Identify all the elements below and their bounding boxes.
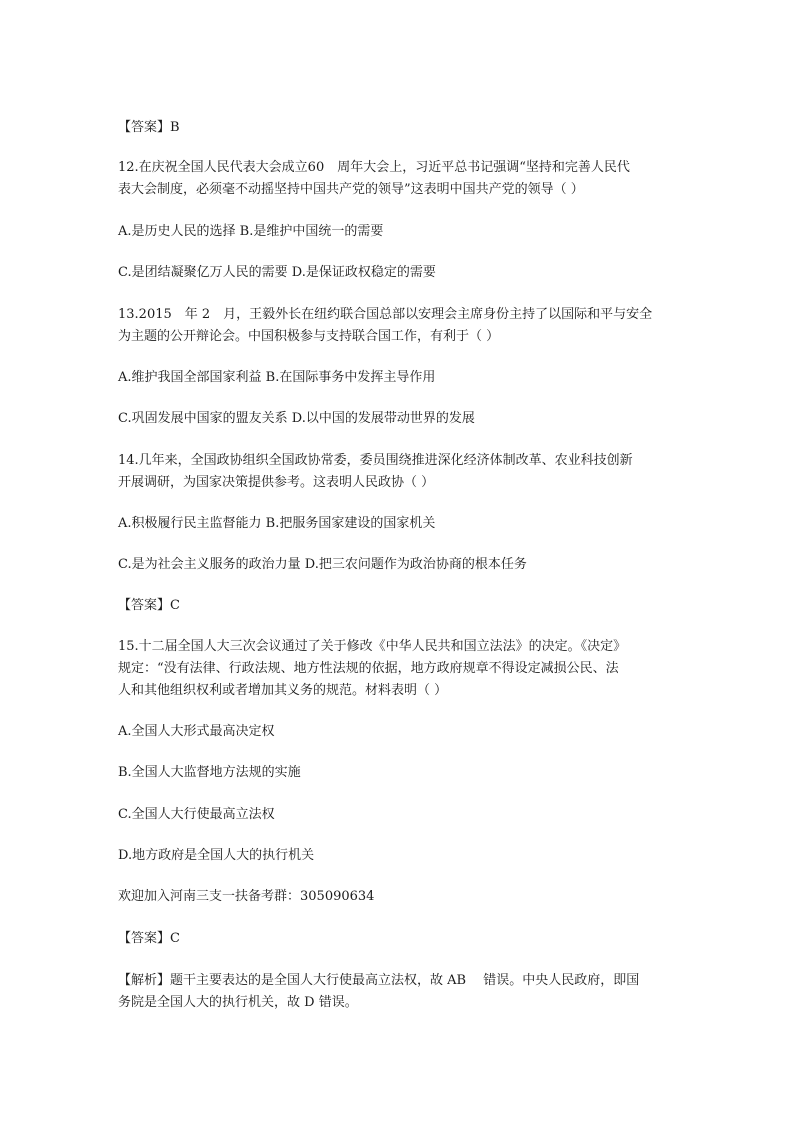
group-notice: 欢迎加入河南三支一扶备考群：305090634 xyxy=(118,889,375,904)
question-text: 表大会制度，必须毫不动摇坚持中国共产党的领导”这表明中国共产党的领导（ ） xyxy=(118,182,584,197)
options-ab: A.积极履行民主监督能力 B.把服务国家建设的国家机关 xyxy=(118,516,436,531)
analysis-text: 【解析】题干主要表达的是全国人大行使最高立法权，故 AB 错误。中央人民政府，即国 xyxy=(118,973,640,988)
answer-label: 【答案】B xyxy=(118,120,180,135)
option-c: C.全国人大行使最高立法权 xyxy=(118,807,275,822)
options-cd: C.是为社会主义服务的政治力量 D.把三农问题作为政治协商的根本任务 xyxy=(118,557,527,572)
option-a: A.全国人大形式最高决定权 xyxy=(118,724,275,739)
options-ab: A.维护我国全部国家利益 B.在国际事务中发挥主导作用 xyxy=(118,370,436,385)
question-text: 15.十二届全国人大三次会议通过了关于修改《中华人民共和国立法法》的决定。《决定》 xyxy=(118,639,627,654)
question-13 xyxy=(118,304,678,348)
answer-label: 【答案】C xyxy=(118,931,180,946)
options-cd: C.巩固发展中国家的盟友关系 D.以中国的发展带动世界的发展 xyxy=(118,411,475,426)
answer-label: 【答案】C xyxy=(118,598,180,613)
question-text: 人和其他组织权利或者增加其义务的规范。材料表明（ ） xyxy=(118,683,448,698)
options-ab: A.是历史人民的选择 B.是维护中国统一的需要 xyxy=(118,224,384,239)
option-d: D.地方政府是全国人大的执行机关 xyxy=(118,848,315,863)
question-text: 开展调研，为国家决策提供参考。这表明人民政协（ ） xyxy=(118,475,435,490)
question-text: 13.2015 年 2 月，王毅外长在纽约联合国总部以安理会主席身份主持了以国际和平与安全 xyxy=(118,307,653,322)
question-12 xyxy=(118,157,678,201)
question-14 xyxy=(118,450,678,494)
question-text: 12.在庆祝全国人民代表大会成立60 周年大会上，习近平总书记强调“坚持和完善人民代 xyxy=(118,160,630,175)
options-cd: C.是团结凝聚亿万人民的需要 D.是保证政权稳定的需要 xyxy=(118,265,436,280)
question-15 xyxy=(118,636,678,702)
question-text: 为主题的公开辩论会。中国积极参与支持联合国工作，有利于（ ） xyxy=(118,329,500,344)
question-text: 规定：“没有法律、行政法规、地方性法规的依据，地方政府规章不得设定减损公民、法 xyxy=(118,661,619,676)
analysis-text: 务院是全国人大的执行机关，故 D 错误。 xyxy=(118,995,358,1010)
analysis xyxy=(118,970,678,1014)
question-text: 14.几年来，全国政协组织全国政协常委，委员围绕推进深化经济体制改革、农业科技创新 xyxy=(118,453,633,468)
option-b: B.全国人大监督地方法规的实施 xyxy=(118,765,301,780)
